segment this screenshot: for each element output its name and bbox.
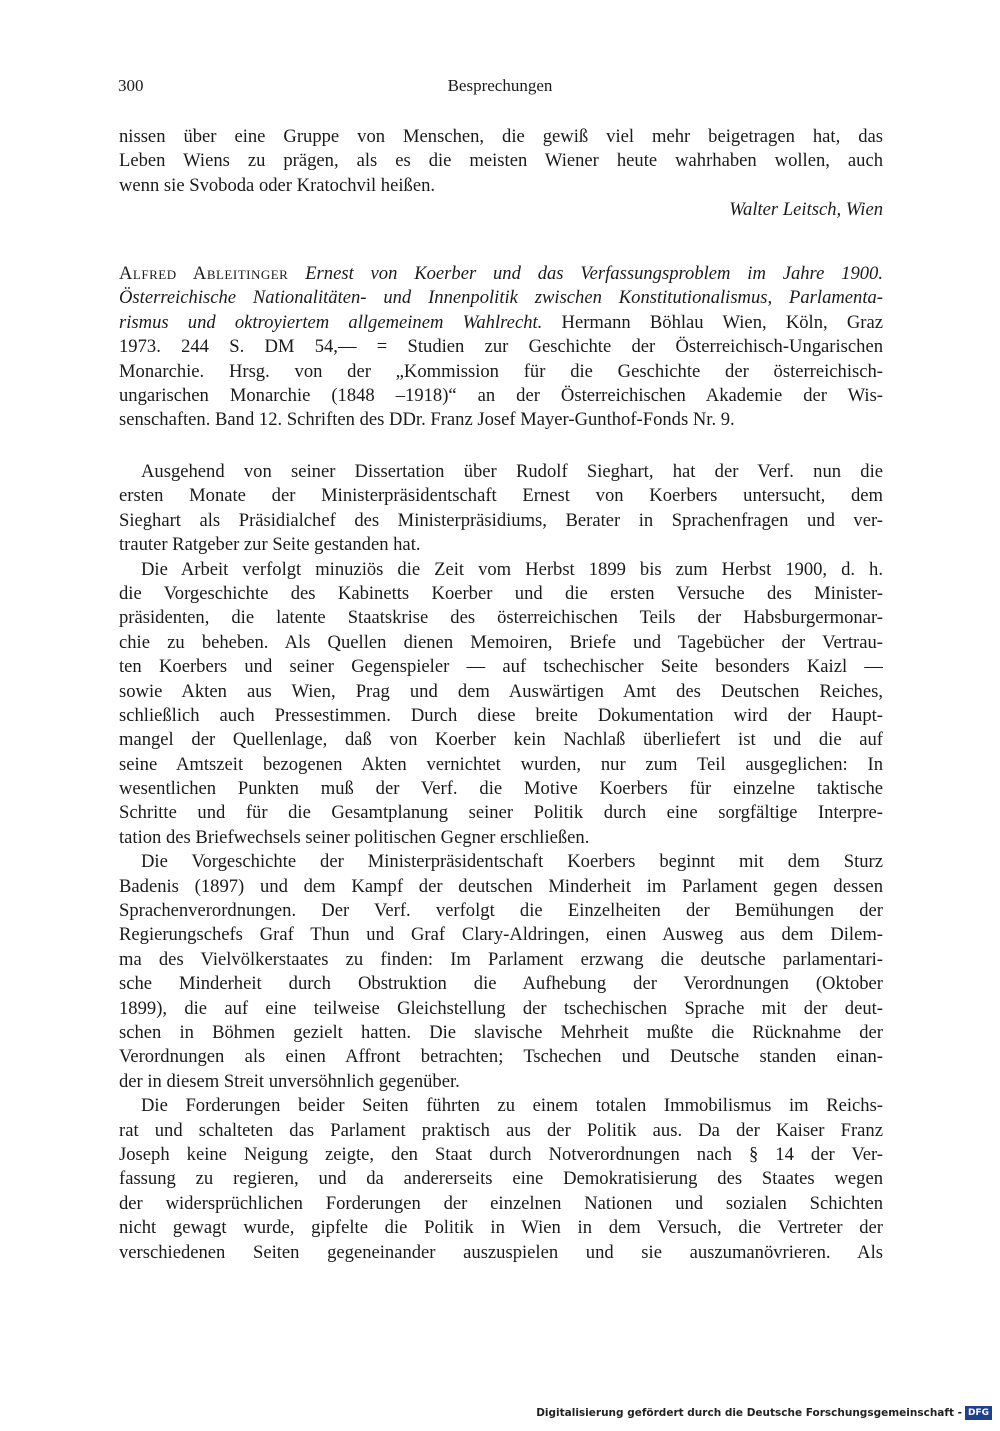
text-line: Die Arbeit verfolgt minuziös die Zeit vom Herbst 1899 bis zum Herbst 1900, d. h.: [141, 558, 883, 580]
text-line: schen in Böhmen gezielt hatten. Die slavische Mehrheit mußte die Rücknahme der: [119, 1021, 883, 1043]
text-line: Verordnungen als einen Affront betrachten; Tschechen und Deutsche standen einan-: [119, 1046, 883, 1068]
footer-text: Digitalisierung gefördert durch die Deutsche Forschungsgemeinschaft -: [536, 1407, 962, 1419]
text-line: tation des Briefwechsels seiner politischen Gegner erschließen.: [119, 826, 590, 848]
text-line: der in diesem Streit unversöhnlich gegenüber.: [119, 1070, 460, 1092]
text-line: 1899), die auf eine teilweise Gleichstellung der tschechischen Sprache mit der deut-: [119, 997, 883, 1019]
text-line: verschiedenen Seiten gegeneinander auszuspielen und sie auszumanövrieren. Als: [119, 1241, 883, 1263]
text-line: die Vorgeschichte des Kabinetts Koerber und die ersten Versuche des Minister-: [119, 582, 883, 604]
reviewer-signature: Walter Leitsch, Wien: [729, 199, 883, 221]
text-line: präsidenten, die latente Staatskrise des österreichischen Teils der Habsburgermonar-: [119, 607, 883, 629]
paragraph: [119, 1094, 883, 1265]
text-line: Die Vorgeschichte der Ministerpräsidentschaft Koerbers beginnt mit dem Sturz: [141, 851, 883, 873]
book-subtitle-end: rismus und oktroyiertem allgemeinem Wahlrecht.: [119, 311, 543, 333]
text-line: mangel der Quellenlage, daß von Koerber kein Nachlaß überliefert ist und die auf: [119, 729, 883, 751]
text-line: Badenis (1897) und dem Kampf der deutschen Minderheit im Parlament gegen dessen: [119, 875, 883, 897]
text-line: chie zu beheben. Als Quellen dienen Memoiren, Briefe und Tagebücher der Vertrau-: [119, 631, 883, 653]
text-line: 1973. 244 S. DM 54,— = Studien zur Geschichte der Österreichisch-Ungarischen: [119, 336, 883, 358]
review-body: [119, 460, 883, 1265]
text-line: Die Forderungen beider Seiten führten zu einem totalen Immobilismus im Reichs-: [141, 1095, 883, 1117]
bibliographic-entry: [119, 262, 883, 433]
text-line: Regierungschefs Graf Thun und Graf Clary-Aldringen, einen Ausweg aus dem Dilem-: [119, 924, 883, 946]
text-line: wenn sie Svoboda oder Kratochvil heißen.: [119, 174, 436, 196]
text-line: ma des Vielvölkerstaates zu finden: Im Parlament erzwang die deutsche parlamentari-: [119, 948, 883, 970]
previous-review-ending: [119, 125, 883, 223]
text-line: fassung zu regieren, und da andererseits eine Demokratisierung des Staates wegen: [119, 1168, 883, 1190]
text-line: Sieghart als Präsidialchef des Ministerpräsidiums, Berater in Sprachenfragen und ver-: [119, 509, 883, 531]
book-author: Alfred Ableitinger: [119, 263, 289, 284]
text-line: senschaften. Band 12. Schriften des DDr. Franz Josef Mayer-Gunthof-Fonds Nr. 9.: [119, 409, 735, 431]
text-line: nissen über eine Gruppe von Menschen, die gewiß viel mehr beigetragen hat, das: [119, 126, 883, 147]
text-line: Joseph keine Neigung zeigte, den Staat durch Notverordnungen nach § 14 der Ver-: [119, 1143, 883, 1165]
text-line: ten Koerbers und seiner Gegenspieler — auf tschechischer Seite besonders Kaizl —: [119, 656, 883, 678]
text-line: wesentlichen Punkten muß der Verf. die Motive Koerbers für einzelne taktische: [119, 778, 883, 800]
text-line: seine Amtszeit bezogenen Akten vernichtet wurden, nur zum Teil ausgeglichen: In: [119, 753, 883, 775]
text-line: der widersprüchlichen Forderungen der einzelnen Nationen und sozialen Schichten: [119, 1192, 883, 1214]
text-line: schließlich auch Pressestimmen. Durch diese breite Dokumentation wird der Haupt-: [119, 704, 883, 726]
page-number: 300: [118, 76, 144, 95]
text-line: trauter Ratgeber zur Seite gestanden hat.: [119, 534, 421, 556]
text-line: sche Minderheit durch Obstruktion die Aufhebung der Verordnungen (Oktober: [119, 973, 883, 995]
text-line: rat und schalteten das Parlament praktisch aus der Politik aus. Da der Kaiser Franz: [119, 1119, 883, 1141]
text-line: Ausgehend von seiner Dissertation über Rudolf Sieghart, hat der Verf. nun die: [141, 461, 883, 482]
paragraph: [119, 850, 883, 1094]
text-line: ersten Monate der Ministerpräsidentschaft Ernest von Koerbers untersucht, dem: [119, 485, 883, 507]
publisher-info: Hermann Böhlau Wien, Köln, Graz: [542, 311, 883, 333]
text-line: Schritte und für die Gesamtplanung seiner Politik durch eine sorgfältige Interpre-: [119, 802, 883, 824]
text-line: nicht gewagt wurde, gipfelte die Politik in Wien in dem Versuch, die Vertreter der: [119, 1217, 883, 1239]
paragraph: [119, 558, 883, 851]
text-line: ungarischen Monarchie (1848 –1918)“ an der Österreichischen Akademie der Wis-: [119, 384, 883, 406]
book-subtitle: Österreichische Nationalitäten- und Innenpolitik zwischen Konstitutionalismus, Parlamenta-: [119, 287, 883, 309]
book-title: Ernest von Koerber und das Verfassungsproblem im Jahre 1900.: [305, 263, 883, 284]
text-line: Monarchie. Hrsg. von der „Kommission für die Geschichte der österreichisch-: [119, 360, 883, 382]
digitization-footer: [536, 1405, 992, 1421]
dfg-logo: DFG: [965, 1406, 992, 1420]
text-line: Leben Wiens zu prägen, als es die meisten Wiener heute wahrhaben wollen, auch: [119, 150, 883, 172]
text-line: sowie Akten aus Wien, Prag und dem Auswärtigen Amt des Deutschen Reiches,: [119, 680, 883, 702]
running-title: Besprechungen: [447, 76, 553, 95]
paragraph: [119, 460, 883, 558]
text-line: Sprachenverordnungen. Der Verf. verfolgt die Einzelheiten der Bemühungen der: [119, 900, 883, 922]
